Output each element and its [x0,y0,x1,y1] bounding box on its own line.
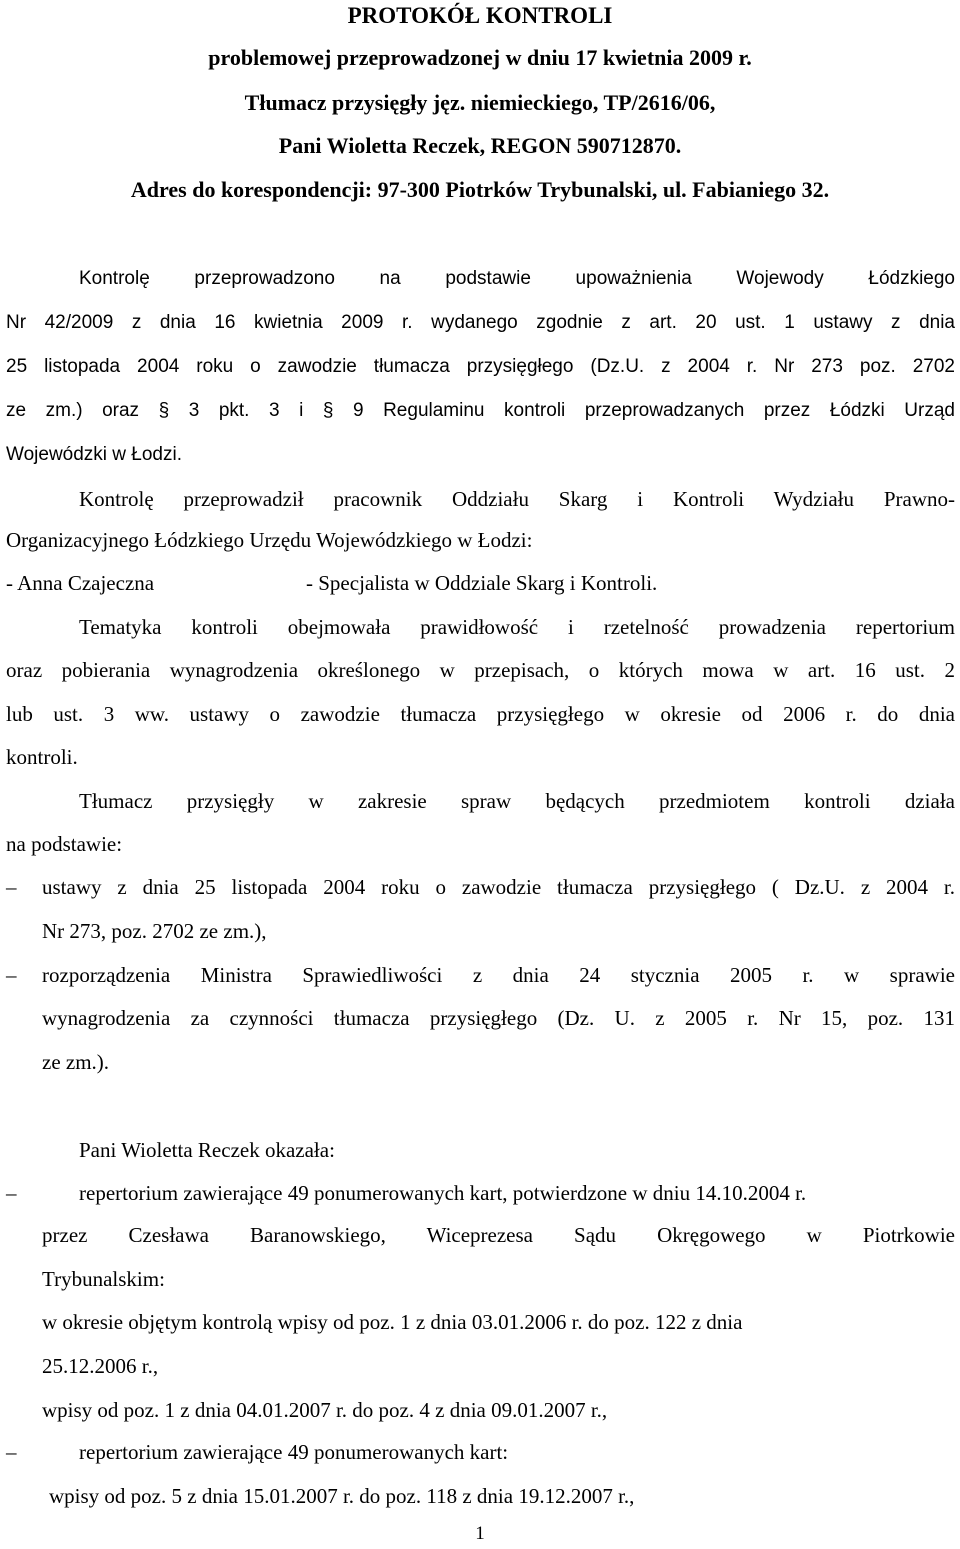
page-number: 1 [475,1523,485,1544]
document-subtitle: problemowej przeprowadzonej w dniu 17 kwietnia 2009 r. [208,45,752,70]
inspector-line-2: Organizacyjnego Łódzkiego Urzędu Wojewódzkiego w Łodzi: [6,528,533,552]
list-dash: – [6,875,17,899]
inspector-role: - Specjalista w Oddziale Skarg i Kontroli. [306,571,658,595]
presented-item-1-line-6: wpisy od poz. 1 z dnia 04.01.2007 r. do poz. 4 z dnia 09.01.2007 r., [42,1398,608,1422]
basis-line-3: 25 listopada 2004 roku o zawodzie tłumacza przysięgłego (Dz.U. z 2004 r. Nr 273 poz. 2702 [6,356,955,377]
basis-line-5: Wojewódzki w Łodzi. [6,444,183,465]
presented-intro: Pani Wioletta Reczek okazała: [79,1138,335,1162]
basis-line-4: ze zm.) oraz § 3 pkt. 3 i § 9 Regulaminu kontroli przeprowadzanych przez Łódzki Urząd [6,400,955,421]
presented-item-1-line-3: Trybunalskim: [42,1267,165,1291]
presented-item-1-line-4: w okresie objętym kontrolą wpisy od poz. 1 z dnia 03.01.2006 r. do poz. 122 z dnia [42,1310,743,1334]
basis-line-1: Kontrolę przeprowadzono na podstawie upoważnienia Wojewody Łódzkiego [79,268,955,289]
scope-line-4: kontroli. [6,745,78,769]
presented-item-1-line-2: przez Czesława Baranowskiego, Wiceprezesa Sądu Okręgowego w Piotrkowie [42,1223,955,1247]
scope-line-1: Tematyka kontroli obejmowała prawidłowość i rzetelność prowadzenia repertorium [79,615,955,639]
basis-line-2: Nr 42/2009 z dnia 16 kwietnia 2009 r. wydanego zgodnie z art. 20 ust. 1 ustawy z dnia [6,312,955,333]
legal-item-2-line-3: ze zm.). [42,1050,110,1074]
list-dash: – [6,1440,17,1464]
scope-line-3: lub ust. 3 ww. ustawy o zawodzie tłumacza przysięgłego w okresie od 2006 r. do dnia [6,702,955,726]
presented-item-1-line-5: 25.12.2006 r., [42,1354,159,1378]
translator-line: Tłumacz przysięgły jęz. niemieckiego, TP/2616/06, [244,90,716,115]
address-line: Adres do korespondencji: 97-300 Piotrków Trybunalski, ul. Fabianiego 32. [130,177,830,202]
legal-item-1-line-2: Nr 273, poz. 2702 ze zm.), [42,919,267,943]
legal-item-2-line-1: rozporządzenia Ministra Sprawiedliwości z dnia 24 stycznia 2005 r. w sprawie [42,963,955,987]
legal-item-1-line-1: ustawy z dnia 25 listopada 2004 roku o zawodzie tłumacza przysięgłego ( Dz.U. z 2004 r. [42,875,955,899]
person-line: Pani Wioletta Reczek, REGON 590712870. [278,133,682,158]
legal-item-2-line-2: wynagrodzenia za czynności tłumacza przysięgłego (Dz. U. z 2005 r. Nr 15, poz. 131 [42,1006,955,1030]
legal-intro-line-1: Tłumacz przysięgły w zakresie spraw będących przedmiotem kontroli działa [79,789,955,813]
presented-item-2-line-1: repertorium zawierające 49 ponumerowanych kart: [79,1440,509,1464]
inspector-line-1: Kontrolę przeprowadził pracownik Oddziału Skarg i Kontroli Wydziału Prawno- [79,487,955,511]
inspector-name: - Anna Czajeczna [6,571,155,595]
presented-item-2-line-2: wpisy od poz. 5 z dnia 15.01.2007 r. do poz. 118 z dnia 19.12.2007 r., [49,1484,635,1508]
legal-intro-line-2: na podstawie: [6,832,123,856]
list-dash: – [6,963,17,987]
scope-line-2: oraz pobierania wynagrodzenia określonego w przepisach, o których mowa w art. 16 ust. 2 [6,658,955,682]
document-title: PROTOKÓŁ KONTROLI [347,3,613,28]
presented-item-1-line-1: repertorium zawierające 49 ponumerowanych kart, potwierdzone w dniu 14.10.2004 r. [79,1181,807,1205]
list-dash: – [6,1181,17,1205]
